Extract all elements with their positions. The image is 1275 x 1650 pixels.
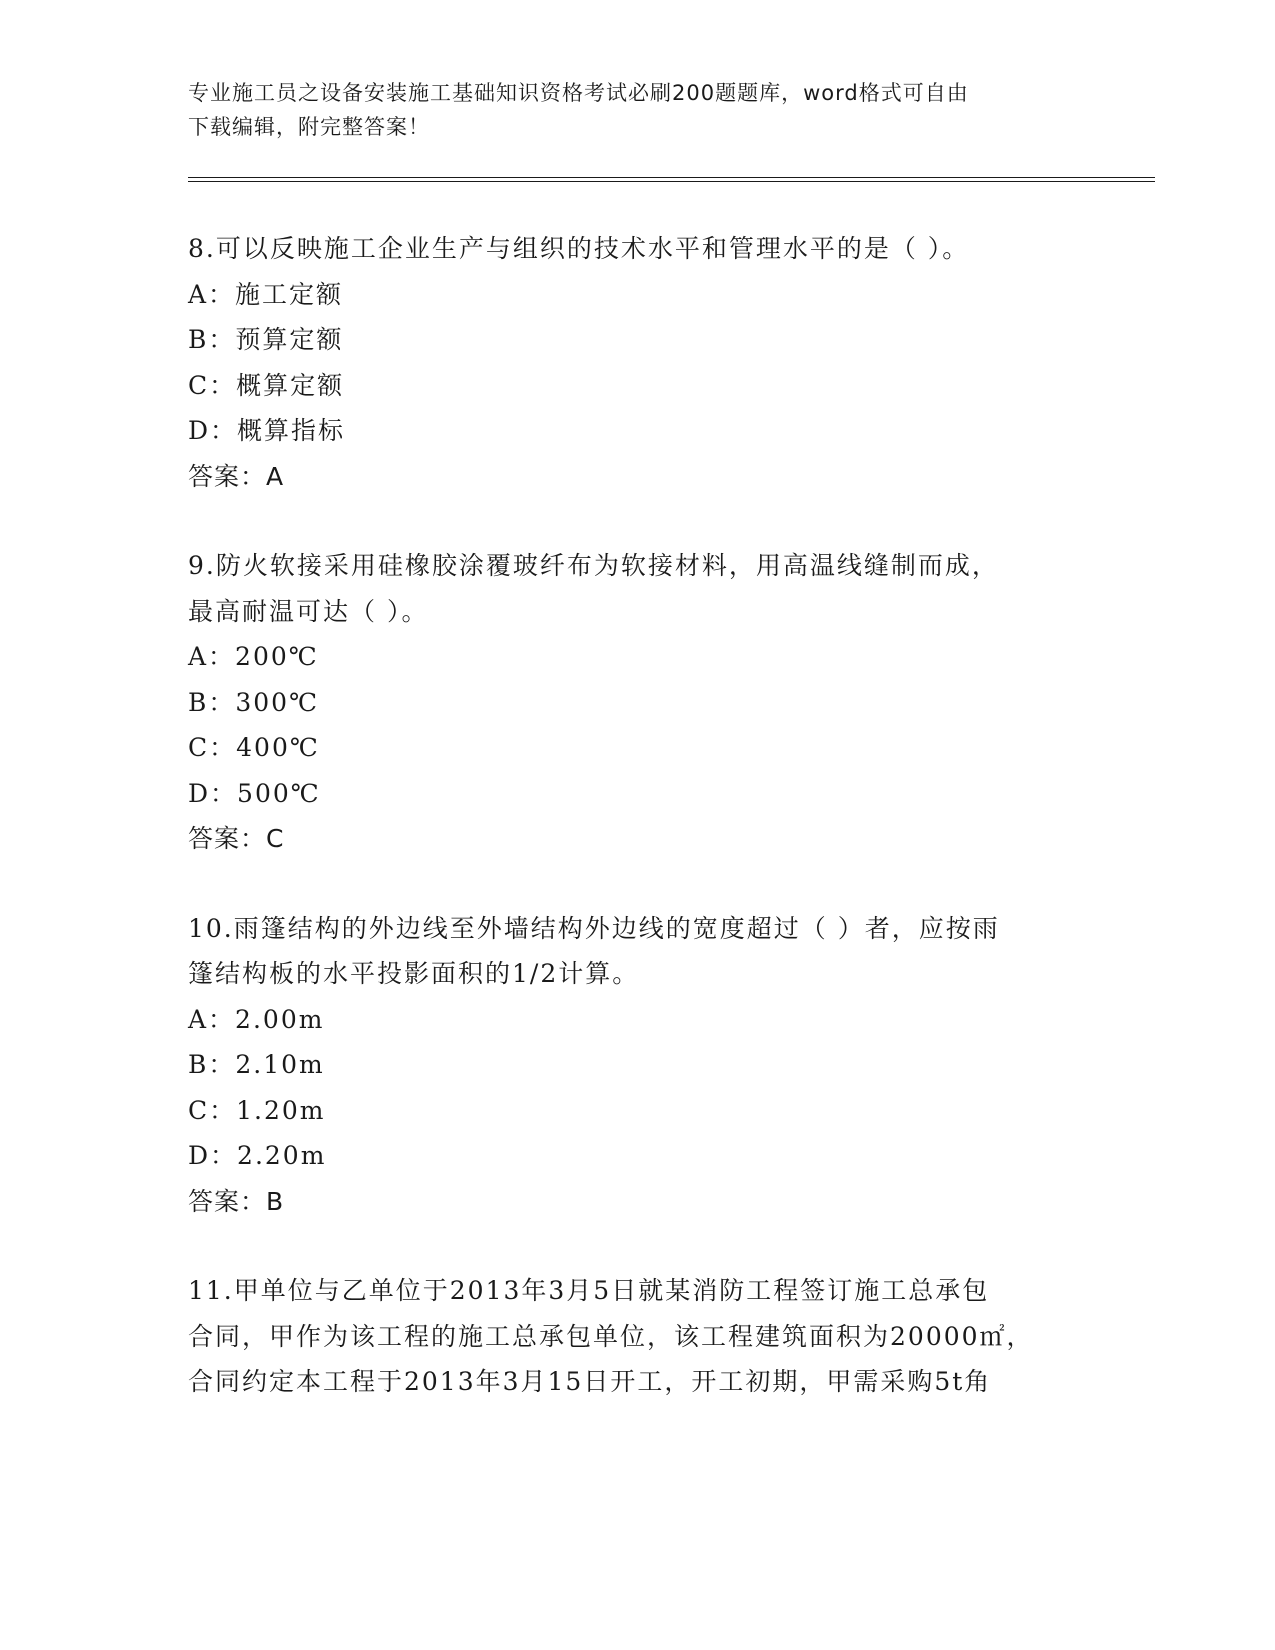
question-10 xyxy=(188,906,1088,1225)
option-d: D：2.20m xyxy=(188,1141,327,1170)
option-b: B：300℃ xyxy=(188,687,320,717)
document-header xyxy=(188,76,1068,144)
answer: 答案：A xyxy=(188,461,285,491)
question-text: 11.甲单位与乙单位于2013年3月5日就某消防工程签订施工总承包 xyxy=(188,1276,990,1305)
answer: 答案：B xyxy=(188,1186,285,1216)
question-text: 合同，甲作为该工程的施工总承包单位，该工程建筑面积为20000㎡， xyxy=(188,1321,1034,1351)
question-text: 最高耐温可达（ ）。 xyxy=(188,596,429,626)
option-d: D：500℃ xyxy=(188,778,321,808)
answer: 答案：C xyxy=(188,824,285,853)
option-d: D：概算指标 xyxy=(188,416,346,445)
option-c: C：1.20m xyxy=(188,1095,326,1125)
question-text: 篷结构板的水平投影面积的1/2计算。 xyxy=(188,959,640,988)
header-line-1: 专业施工员之设备安装施工基础知识资格考试必刷200题题库，word格式可自由 xyxy=(188,81,969,105)
header-divider-bottom xyxy=(188,181,1155,182)
option-a: A：2.00m xyxy=(188,1004,325,1034)
option-a: A：施工定额 xyxy=(188,279,344,309)
question-9 xyxy=(188,543,1088,862)
question-text: 9.防火软接采用硅橡胶涂覆玻纤布为软接材料，用高温线缝制而成， xyxy=(188,551,999,580)
option-c: C：概算定额 xyxy=(188,370,345,400)
question-list xyxy=(188,226,1088,1449)
option-c: C：400℃ xyxy=(188,733,320,762)
option-a: A：200℃ xyxy=(188,642,319,671)
question-text: 8.可以反映施工企业生产与组织的技术水平和管理水平的是（ ）。 xyxy=(188,234,970,263)
header-line-2: 下载编辑，附完整答案！ xyxy=(188,115,430,139)
question-11 xyxy=(188,1268,1088,1405)
question-text: 10.雨篷结构的外边线至外墙结构外边线的宽度超过（ ）者，应按雨 xyxy=(188,913,1000,943)
header-divider-top xyxy=(188,177,1155,178)
question-8 xyxy=(188,226,1088,499)
option-b: B：2.10m xyxy=(188,1050,325,1079)
option-b: B：预算定额 xyxy=(188,325,344,354)
question-text: 合同约定本工程于2013年3月15日开工，开工初期，甲需采购5t角 xyxy=(188,1367,992,1396)
